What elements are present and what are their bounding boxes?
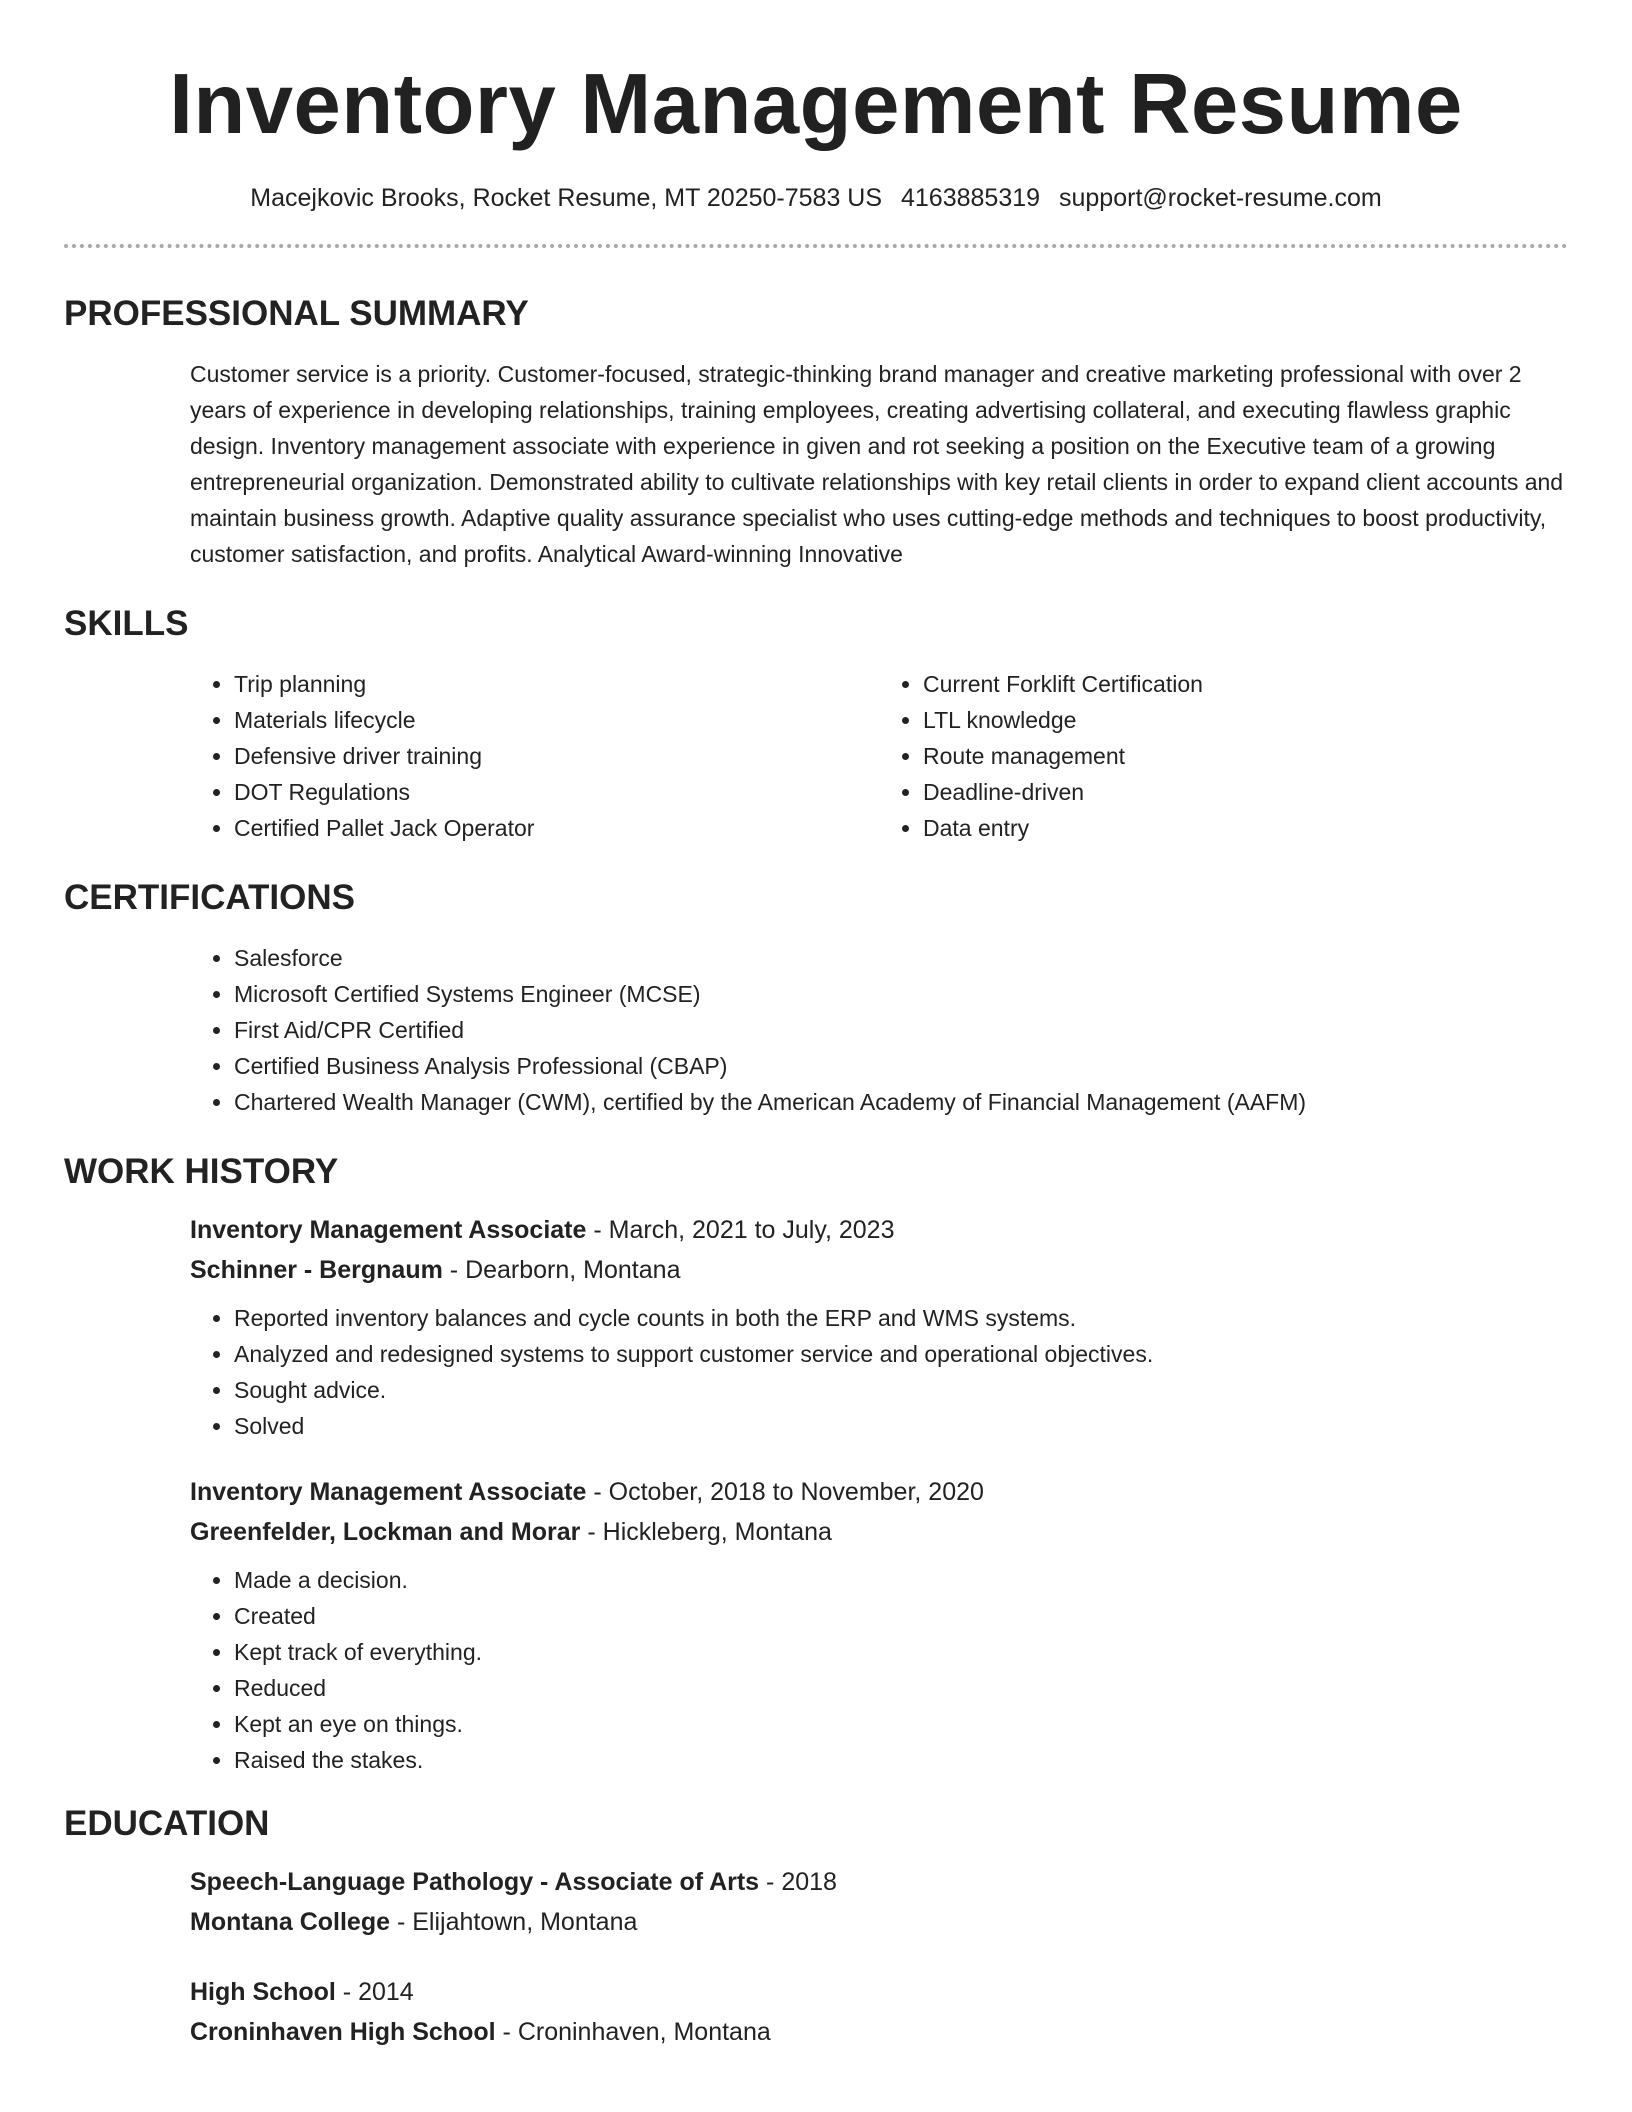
job-duty-item: • Made a decision.: [234, 1562, 1568, 1598]
skill-item: • Route management: [923, 738, 1568, 774]
education-school-line: [190, 1902, 1568, 1942]
certification-item: • Microsoft Certified Systems Engineer (MCSE): [234, 976, 1568, 1012]
education-entry: [190, 1862, 1568, 1942]
job-company: Greenfelder, Lockman and Morar: [190, 1518, 581, 1546]
education-location-sep: -: [396, 1908, 413, 1936]
job-duty-item: • Analyzed and redesigned systems to support customer service and operational objectives.: [234, 1336, 1568, 1372]
skill-item: • Defensive driver training: [234, 738, 879, 774]
job-company-line: [190, 1250, 1568, 1290]
job-duty-item: • Raised the stakes.: [234, 1742, 1568, 1778]
job-duty-item: • Solved: [234, 1408, 1568, 1444]
contact-line: [64, 182, 1568, 214]
skill-item: • Trip planning: [234, 666, 879, 702]
education-year: 2018: [781, 1868, 837, 1896]
certification-item: • Chartered Wealth Manager (CWM), certified by the American Academy of Financial Management (AAFM): [234, 1084, 1568, 1120]
education-content: [190, 1862, 1568, 2052]
certifications-heading: CERTIFICATIONS: [64, 878, 356, 917]
job-dates-sep: -: [593, 1216, 609, 1244]
education-school: Croninhaven High School: [190, 2018, 496, 2046]
job-title: Inventory Management Associate: [190, 1216, 587, 1244]
education-entry: [190, 1972, 1568, 2052]
skill-item: • Data entry: [923, 810, 1568, 846]
work-history-heading: WORK HISTORY: [64, 1152, 339, 1191]
education-year: 2014: [358, 1978, 414, 2006]
certification-item: • Certified Business Analysis Professional (CBAP): [234, 1048, 1568, 1084]
job-dates: March, 2021 to July, 2023: [608, 1216, 895, 1244]
page-title: Inventory Management Resume: [169, 57, 1463, 152]
skills-heading: SKILLS: [64, 604, 189, 643]
job-duty-item: • Reduced: [234, 1670, 1568, 1706]
education-school-line: [190, 2012, 1568, 2052]
job-location: Hickleberg, Montana: [602, 1518, 832, 1546]
certification-item: • First Aid/CPR Certified: [234, 1012, 1568, 1048]
summary-text: Customer service is a priority. Customer-focused, strategic-thinking brand manager and creative marketing professional with over 2 years of experience in developing relationships, training employees, creating advertising collateral, and executing flawless graphic design. Inventory management associate with experience in given and rot seeking a position on the Executive team of a growing entrepreneurial organization. Demonstrated ability to cultivate relationships with key retail clients in order to expand client accounts and maintain business growth. Adaptive quality assurance specialist who uses cutting-edge methods and techniques to boost productivity, customer satisfaction, and profits. Analytical Award-winning Innovative: [190, 361, 1564, 567]
job-duty-item: • Kept an eye on things.: [234, 1706, 1568, 1742]
job-dates: October, 2018 to November, 2020: [608, 1478, 984, 1506]
job-duty-item: • Sought advice.: [234, 1372, 1568, 1408]
resume-page: [64, 0, 1568, 2076]
job-title-line: [190, 1210, 1568, 1250]
summary-heading: PROFESSIONAL SUMMARY: [64, 294, 529, 333]
certifications-section: [64, 876, 1568, 1120]
education-location: Croninhaven, Montana: [517, 2018, 771, 2046]
job-entry: [190, 1210, 1568, 1444]
education-location: Elijahtown, Montana: [412, 1908, 638, 1936]
job-location-sep: -: [449, 1256, 466, 1284]
job-entry: [190, 1472, 1568, 1778]
skill-item: • Deadline-driven: [923, 774, 1568, 810]
certification-item: • Salesforce: [234, 940, 1568, 976]
summary-section: [64, 292, 1568, 572]
skill-item: • DOT Regulations: [234, 774, 879, 810]
education-year-sep: -: [766, 1868, 782, 1896]
certifications-content: [190, 940, 1568, 1120]
work-history-section: [64, 1150, 1568, 1778]
job-location: Dearborn, Montana: [465, 1256, 681, 1284]
contact-email: support@rocket-resume.com: [1059, 184, 1382, 212]
work-history-content: [190, 1210, 1568, 1778]
skill-item: • Certified Pallet Jack Operator: [234, 810, 879, 846]
job-location-sep: -: [587, 1518, 603, 1546]
job-duty-item: • Reported inventory balances and cycle counts in both the ERP and WMS systems.: [234, 1300, 1568, 1336]
education-heading: EDUCATION: [64, 1804, 270, 1843]
job-duties-list: [190, 1300, 1568, 1444]
skills-list-left: [190, 666, 879, 846]
summary-content: [190, 356, 1568, 572]
skills-grid: [190, 666, 1568, 846]
education-location-sep: -: [502, 2018, 518, 2046]
job-dates-sep: -: [593, 1478, 609, 1506]
header-divider: [64, 244, 1568, 248]
education-degree-line: [190, 1972, 1568, 2012]
job-duty-item: • Kept track of everything.: [234, 1634, 1568, 1670]
job-company-line: [190, 1512, 1568, 1552]
education-year-sep: -: [342, 1978, 359, 2006]
skills-list-right: [879, 666, 1568, 846]
job-duty-item: • Created: [234, 1598, 1568, 1634]
job-title: Inventory Management Associate: [190, 1478, 587, 1506]
contact-phone: 4163885319: [901, 184, 1041, 212]
education-school: Montana College: [190, 1908, 391, 1936]
skills-section: [64, 602, 1568, 846]
skill-item: • Current Forklift Certification: [923, 666, 1568, 702]
certifications-list: [190, 940, 1568, 1120]
skill-item: • LTL knowledge: [923, 702, 1568, 738]
education-degree: High School: [190, 1978, 336, 2006]
skill-item: • Materials lifecycle: [234, 702, 879, 738]
job-title-line: [190, 1472, 1568, 1512]
education-degree: Speech-Language Pathology - Associate of Arts: [190, 1868, 760, 1896]
education-section: [64, 1802, 1568, 2052]
job-company: Schinner - Bergnaum: [190, 1256, 443, 1284]
job-duties-list: [190, 1562, 1568, 1778]
education-degree-line: [190, 1862, 1568, 1902]
contact-address: Macejkovic Brooks, Rocket Resume, MT 20250-7583 US: [250, 184, 883, 212]
